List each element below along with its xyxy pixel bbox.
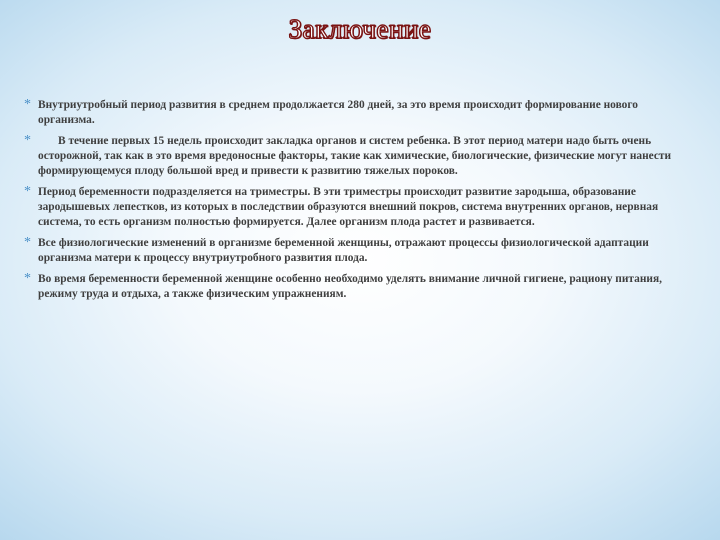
bullet-text: Период беременности подразделяется на триместры. В эти триместры происходит развитие зародыша, образование зародышевых лепестков, из которых в последствии образуются внешний покров, система внутренних органов, нервная система, то есть организм полностью формируется. Далее организм плода растет и развивается. <box>38 186 659 228</box>
asterisk-icon: * <box>24 97 31 112</box>
asterisk-icon: * <box>24 133 31 148</box>
list-item <box>24 98 692 128</box>
slide-title: Заключение <box>288 14 432 44</box>
list-item <box>24 185 692 230</box>
asterisk-icon: * <box>24 271 31 286</box>
asterisk-icon: * <box>24 184 31 199</box>
bullet-text: Во время беременности беременной женщине особенно необходимо уделять внимание личной гигиене, рациону питания, режиму труда и отдыха, а также физическим упражнениям. <box>38 273 662 300</box>
list-item <box>24 272 692 302</box>
bullet-text: В течение первых 15 недель происходит закладка органов и систем ребенка. В этот период матери надо быть очень осторожной, так как в это время вредоносные факторы, такие как химические, биологические, физические могут нанести формирующемуся плоду большой вред и привести к развитию тяжелых пороков. <box>38 135 672 177</box>
bullet-text: Все физиологические изменений в организме беременной женщины, отражают процессы физиологической адаптации организма матери к процессу внутриутробного развития плода. <box>38 237 649 264</box>
asterisk-icon: * <box>24 235 31 250</box>
list-item <box>24 236 692 266</box>
bullet-text: Внутриутробный период развития в среднем продолжается 280 дней, за это время происходит формирование нового организма. <box>38 99 638 126</box>
list-item <box>24 134 692 179</box>
bullet-list <box>24 98 692 308</box>
